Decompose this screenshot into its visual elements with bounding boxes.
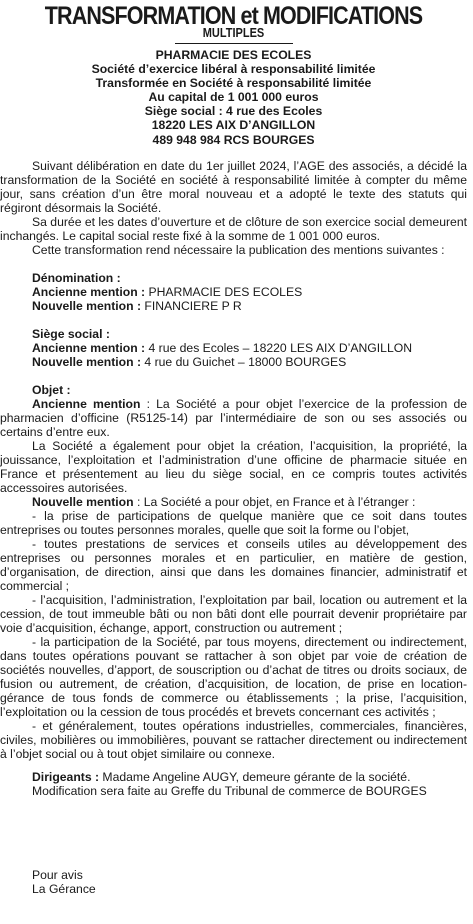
signoff-pour-avis: Pour avis [32, 868, 83, 882]
objet-section [0, 383, 467, 761]
siege-heading: Siège social : [32, 326, 110, 341]
intro-paragraph-2: Sa durée et les dates d’ouverture et de clôture de son exercice social demeurent inchangés. Le capital social reste fixé à la somme de 1 001 000 euros. [0, 214, 467, 243]
denomination-section [0, 271, 467, 313]
dirigeants-section [0, 770, 467, 798]
intro-paragraph-3: Cette transformation rend nécessaire la publication des mentions suivantes : [32, 242, 445, 257]
company-new-form: Transformée en Société à responsabilité limitée [95, 76, 372, 91]
company-seat: Siège social : 4 rue des Ecoles [144, 104, 323, 119]
siege-new-value: 4 rue du Guichet – 18000 BOURGES [141, 354, 347, 369]
modification-note: Modification sera faite au Greffe du Tribunal de commerce de BOURGES [32, 783, 427, 798]
company-name: PHARMACIE DES ECOLES [155, 48, 312, 62]
siege-section [0, 327, 467, 369]
objet-old-paragraph-2: La Société a également pour objet la création, l’acquisition, la propriété, la jouissance, l’exploitation et l’administration d’une officine de pharmacie située en France et présentement au lieu du siège social, en ce compris toutes activités accessoires autorisées. [0, 438, 467, 495]
denomination-new-label: Nouvelle mention : [32, 298, 142, 313]
objet-old-label: Ancienne mention [32, 396, 141, 411]
dirigeants-label: Dirigeants : [32, 769, 100, 784]
siege-old-label: Ancienne mention : [32, 340, 146, 355]
company-city: 18220 LES AIX D’ANGILLON [151, 118, 316, 133]
objet-item: - la prise de participations de quelque manière que ce soit dans toutes entreprises ou toutes personnes morales, quelle que soit la forme ou l’objet, [0, 508, 467, 537]
denomination-old-value: PHARMACIE DES ECOLES [145, 284, 303, 299]
objet-item: - l’acquisition, l’administration, l’exploitation par bail, location ou autrement et la cession, de tout immeuble bâti ou non bâti dont elle pourrait devenir propriétaire par voie d’acquisition, échange, apport, construction ou autrement ; [0, 592, 467, 635]
objet-item: - la participation de la Société, par tous moyens, directement ou indirectement, dans toutes opérations pouvant se rattacher à son objet par voie de création de sociétés nouvelles, d’apport, de souscription ou d’achat de titres ou droits sociaux, de fusion ou autrement, de création, d’acquisition, de location, de prise en location-gérance de tous fonds de commerce ou établissements ; la prise, l’acquisition, l’exploitation ou la cession de tous procédés et brevets concernant ces activités ; [0, 634, 467, 719]
company-capital: Au capital de 1 001 000 euros [148, 90, 319, 105]
company-block [0, 48, 467, 147]
signoff-gerance: La Gérance [32, 882, 96, 896]
objet-new-text: : La Société a pour objet, en France et à l’étranger : [133, 494, 416, 509]
objet-old-text: : La Société a pour objet l’exercice de la profession de pharmacien d’officine (R5125-14) par l’intermédiaire de son ou ses associés ou certains d’entre eux. [0, 396, 467, 439]
objet-new-label: Nouvelle mention [32, 494, 134, 509]
denomination-heading: Dénomination : [32, 270, 121, 285]
siege-new-label: Nouvelle mention : [32, 354, 142, 369]
company-form: Société d’exercice libéral à responsabilité limitée [91, 62, 376, 77]
signoff [32, 868, 96, 896]
notice-body [0, 159, 467, 798]
siege-old-value: 4 rue des Ecoles – 18220 LES AIX D’ANGILLON [145, 340, 413, 355]
subtitle-underline [175, 43, 293, 44]
objet-item: - toutes prestations de services et conseils utiles au développement des entreprises ou personnes morales et en particulier, en matière de gestion, d’organisation, de direction, ainsi que dans les domaines financier, administratif et commercial ; [0, 536, 467, 593]
dirigeants-text: Madame Angeline AUGY, demeure gérante de la société. [99, 769, 411, 784]
notice-title: TRANSFORMATION et MODIFICATIONS [44, 2, 423, 30]
notice-subtitle: MULTIPLES [202, 26, 265, 40]
intro-paragraph-1: Suivant délibération en date du 1er juillet 2024, l’AGE des associés, a décidé la transformation de la Société en société à responsabilité limitée à compter du même jour, sans création d’un être moral nouveau et a adopté le texte des statuts qui régiront désormais la Société. [0, 158, 467, 215]
company-rcs: 489 948 984 RCS BOURGES [152, 132, 315, 147]
objet-heading: Objet : [32, 382, 71, 397]
denomination-new-value: FINANCIERE P R [141, 298, 242, 313]
objet-item: - et généralement, toutes opérations industrielles, commerciales, financières, civiles, mobilières ou immobilières, pouvant se rattacher directement ou indirectement à l’objet social ou à tout objet similaire ou connexe. [0, 718, 467, 761]
denomination-old-label: Ancienne mention : [32, 284, 146, 299]
